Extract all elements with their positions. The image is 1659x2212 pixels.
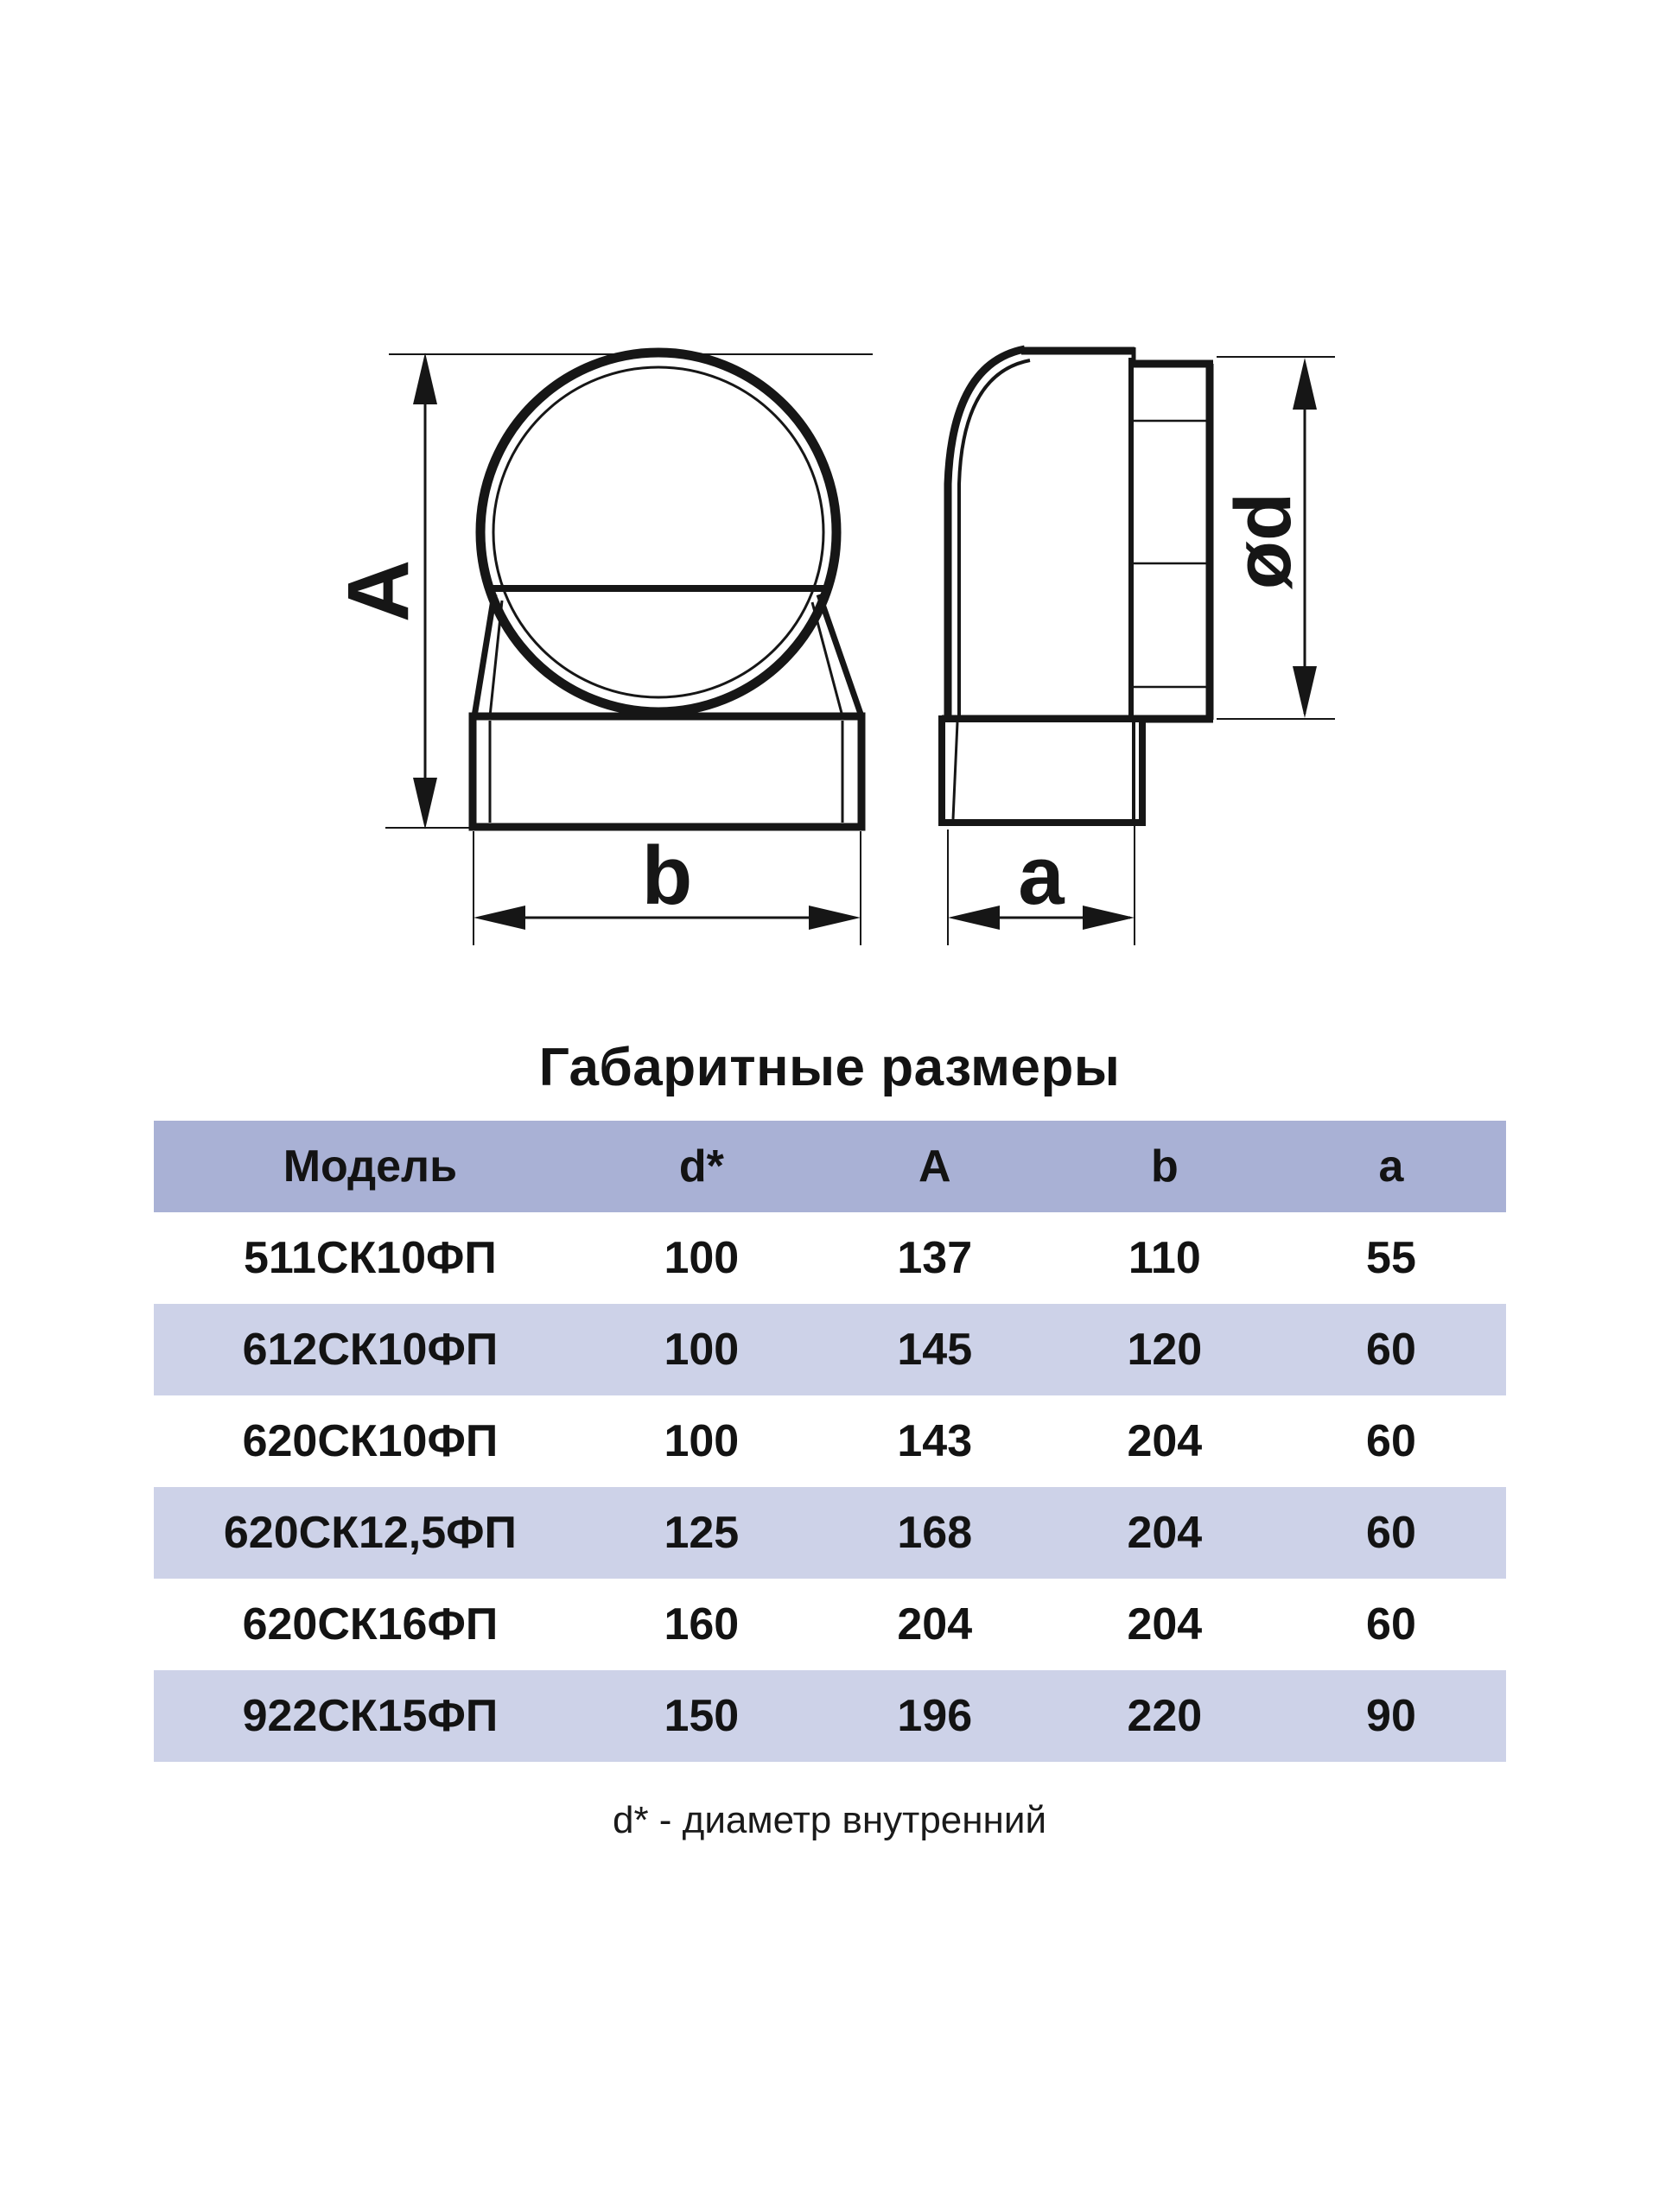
- cell-model: 511СК10ФП: [244, 1233, 497, 1283]
- cell-model: 612СК10ФП: [242, 1325, 499, 1375]
- dimension-a: [948, 826, 1135, 945]
- dimension-b: [474, 830, 861, 945]
- cell-d: 100: [664, 1233, 740, 1283]
- table-row: [154, 1670, 1506, 1762]
- front-view: [330, 353, 873, 945]
- flange-front: [473, 716, 861, 827]
- cell-model: 922СК15ФП: [242, 1691, 499, 1741]
- cell-A: 196: [897, 1691, 973, 1741]
- cell-b: 204: [1127, 1508, 1203, 1558]
- page-title: Габаритные размеры: [538, 1038, 1121, 1097]
- table-header-row: [154, 1121, 1506, 1212]
- cell-a: 60: [1366, 1599, 1416, 1649]
- cell-model: 620СК16ФП: [242, 1599, 499, 1649]
- dimensions-table: [154, 1121, 1506, 1762]
- technical-drawing: [328, 337, 1348, 959]
- column-header-model: Модель: [283, 1141, 458, 1192]
- table-row: [154, 1579, 1506, 1670]
- table-row: [154, 1212, 1506, 1304]
- dim-label-a: a: [1018, 830, 1065, 922]
- cell-A: 137: [897, 1233, 973, 1283]
- cell-b: 204: [1127, 1416, 1203, 1466]
- cell-a: 60: [1366, 1325, 1416, 1375]
- cell-a: 60: [1366, 1416, 1416, 1466]
- footnote: d* - диаметр внутренний: [612, 1799, 1047, 1841]
- cell-A: 145: [897, 1325, 973, 1375]
- cell-d: 160: [664, 1599, 740, 1649]
- dim-label-b: b: [641, 830, 693, 922]
- table-row: [154, 1487, 1506, 1579]
- cell-a: 90: [1366, 1691, 1416, 1741]
- cell-b: 204: [1127, 1599, 1203, 1649]
- elbow-back-inner: [959, 360, 1030, 760]
- column-header-a: a: [1378, 1141, 1404, 1192]
- cell-model: 620СК10ФП: [242, 1416, 499, 1466]
- cell-d: 100: [664, 1416, 740, 1466]
- column-header-A: A: [918, 1141, 951, 1192]
- cell-A: 143: [897, 1416, 973, 1466]
- cell-a: 55: [1366, 1233, 1416, 1283]
- cell-b: 120: [1127, 1325, 1203, 1375]
- cell-A: 204: [897, 1599, 973, 1649]
- column-header-b: b: [1150, 1141, 1179, 1192]
- cell-d: 150: [664, 1691, 740, 1741]
- table-row: [154, 1304, 1506, 1395]
- cell-b: 220: [1127, 1691, 1203, 1741]
- cell-d: 100: [664, 1325, 740, 1375]
- column-header-d: d*: [678, 1141, 724, 1192]
- cell-d: 125: [664, 1508, 740, 1558]
- table-row: [154, 1395, 1506, 1487]
- side-view: [942, 347, 1335, 945]
- cell-a: 60: [1366, 1508, 1416, 1558]
- pipe-outline-outer: [480, 353, 836, 712]
- dim-label-diameter: ød: [1219, 492, 1307, 590]
- flange-side: [942, 719, 1142, 823]
- dimension-diameter: [1217, 357, 1335, 719]
- dim-label-A: A: [330, 559, 427, 623]
- cell-model: 620СК12,5ФП: [223, 1508, 517, 1558]
- cell-b: 110: [1128, 1233, 1201, 1283]
- cell-A: 168: [897, 1508, 973, 1558]
